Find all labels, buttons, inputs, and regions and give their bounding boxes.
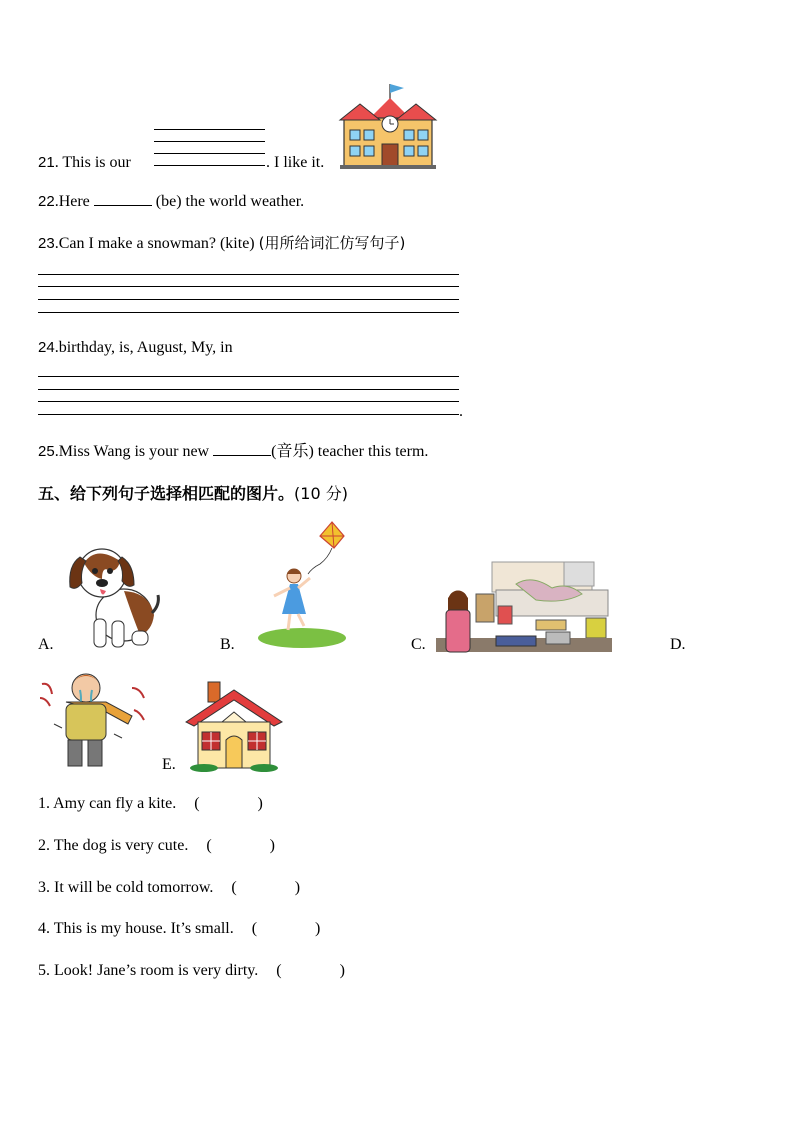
answer-line[interactable] — [38, 414, 459, 415]
option-label-a: A. — [38, 636, 54, 653]
question-21-end: . I like it. — [266, 154, 325, 171]
answer-line[interactable] — [38, 274, 459, 275]
question-number: 21 — [38, 154, 55, 171]
answer-line[interactable] — [154, 129, 265, 130]
item-text: 4. This is my house. It’s small. — [38, 920, 234, 937]
section-score: (10 分) — [294, 484, 348, 503]
messy-room-picture — [436, 560, 612, 652]
question-text: .Here — [54, 193, 90, 210]
girl-kite-picture — [254, 518, 350, 648]
match-item-2 — [38, 836, 275, 856]
option-label-d: D. — [670, 636, 686, 653]
school-illustration — [338, 80, 438, 172]
answer-line[interactable] — [154, 141, 265, 142]
question-25 — [38, 441, 428, 462]
answer-parentheses[interactable]: ( ) — [231, 879, 301, 896]
item-text: 1. Amy can fly a kite. — [38, 795, 177, 812]
answer-line[interactable] — [154, 153, 265, 154]
cold-person-picture — [36, 664, 148, 772]
item-text: 5. Look! Jane’s room is very dirty. — [38, 962, 259, 979]
item-text: 2. The dog is very cute. — [38, 837, 189, 854]
answer-line[interactable] — [38, 389, 459, 390]
match-item-4 — [38, 919, 320, 939]
item-text: 3. It will be cold tomorrow. — [38, 879, 214, 896]
question-text: .Can I make a snowman? (kite) — [54, 235, 255, 252]
option-label-e: E. — [162, 756, 176, 773]
answer-line[interactable] — [38, 286, 459, 287]
question-text-end: (be) the world weather. — [155, 193, 305, 210]
question-text-end: (音乐) teacher this term. — [271, 443, 429, 460]
option-label-b: B. — [220, 636, 235, 653]
question-23 — [38, 233, 405, 254]
question-number: 22 — [38, 193, 55, 210]
answer-parentheses[interactable]: ( ) — [206, 837, 275, 854]
question-hint: (用所给词汇仿写句子) — [258, 234, 406, 252]
match-item-3 — [38, 878, 300, 898]
answer-line[interactable] — [38, 376, 459, 377]
question-text: .birthday, is, August, My, in — [54, 339, 233, 356]
match-item-1 — [38, 794, 263, 814]
section-title: 五、给下列句子选择相匹配的图片。 — [38, 484, 295, 503]
question-21 — [38, 153, 131, 173]
question-24 — [38, 338, 233, 358]
question-text: .Miss Wang is your new — [54, 443, 210, 460]
answer-parentheses[interactable]: ( ) — [251, 920, 321, 937]
answer-blank[interactable] — [213, 441, 271, 456]
answer-line[interactable] — [154, 165, 265, 166]
question-text: . This is our — [54, 154, 131, 171]
sentence-end-period: . — [459, 403, 463, 420]
option-label-c: C. — [411, 636, 426, 653]
answer-parentheses[interactable]: ( ) — [276, 962, 345, 979]
question-number: 23 — [38, 235, 55, 252]
answer-line[interactable] — [38, 299, 459, 300]
question-22 — [38, 191, 304, 212]
dog-picture — [62, 535, 162, 653]
answer-line[interactable] — [38, 312, 459, 313]
answer-line[interactable] — [38, 401, 459, 402]
question-number: 25 — [38, 443, 55, 460]
house-picture — [186, 678, 282, 772]
section-heading — [38, 481, 348, 504]
answer-parentheses[interactable]: ( ) — [194, 795, 263, 812]
answer-blank[interactable] — [94, 191, 152, 206]
question-number: 24 — [38, 339, 55, 356]
match-item-5 — [38, 961, 345, 981]
